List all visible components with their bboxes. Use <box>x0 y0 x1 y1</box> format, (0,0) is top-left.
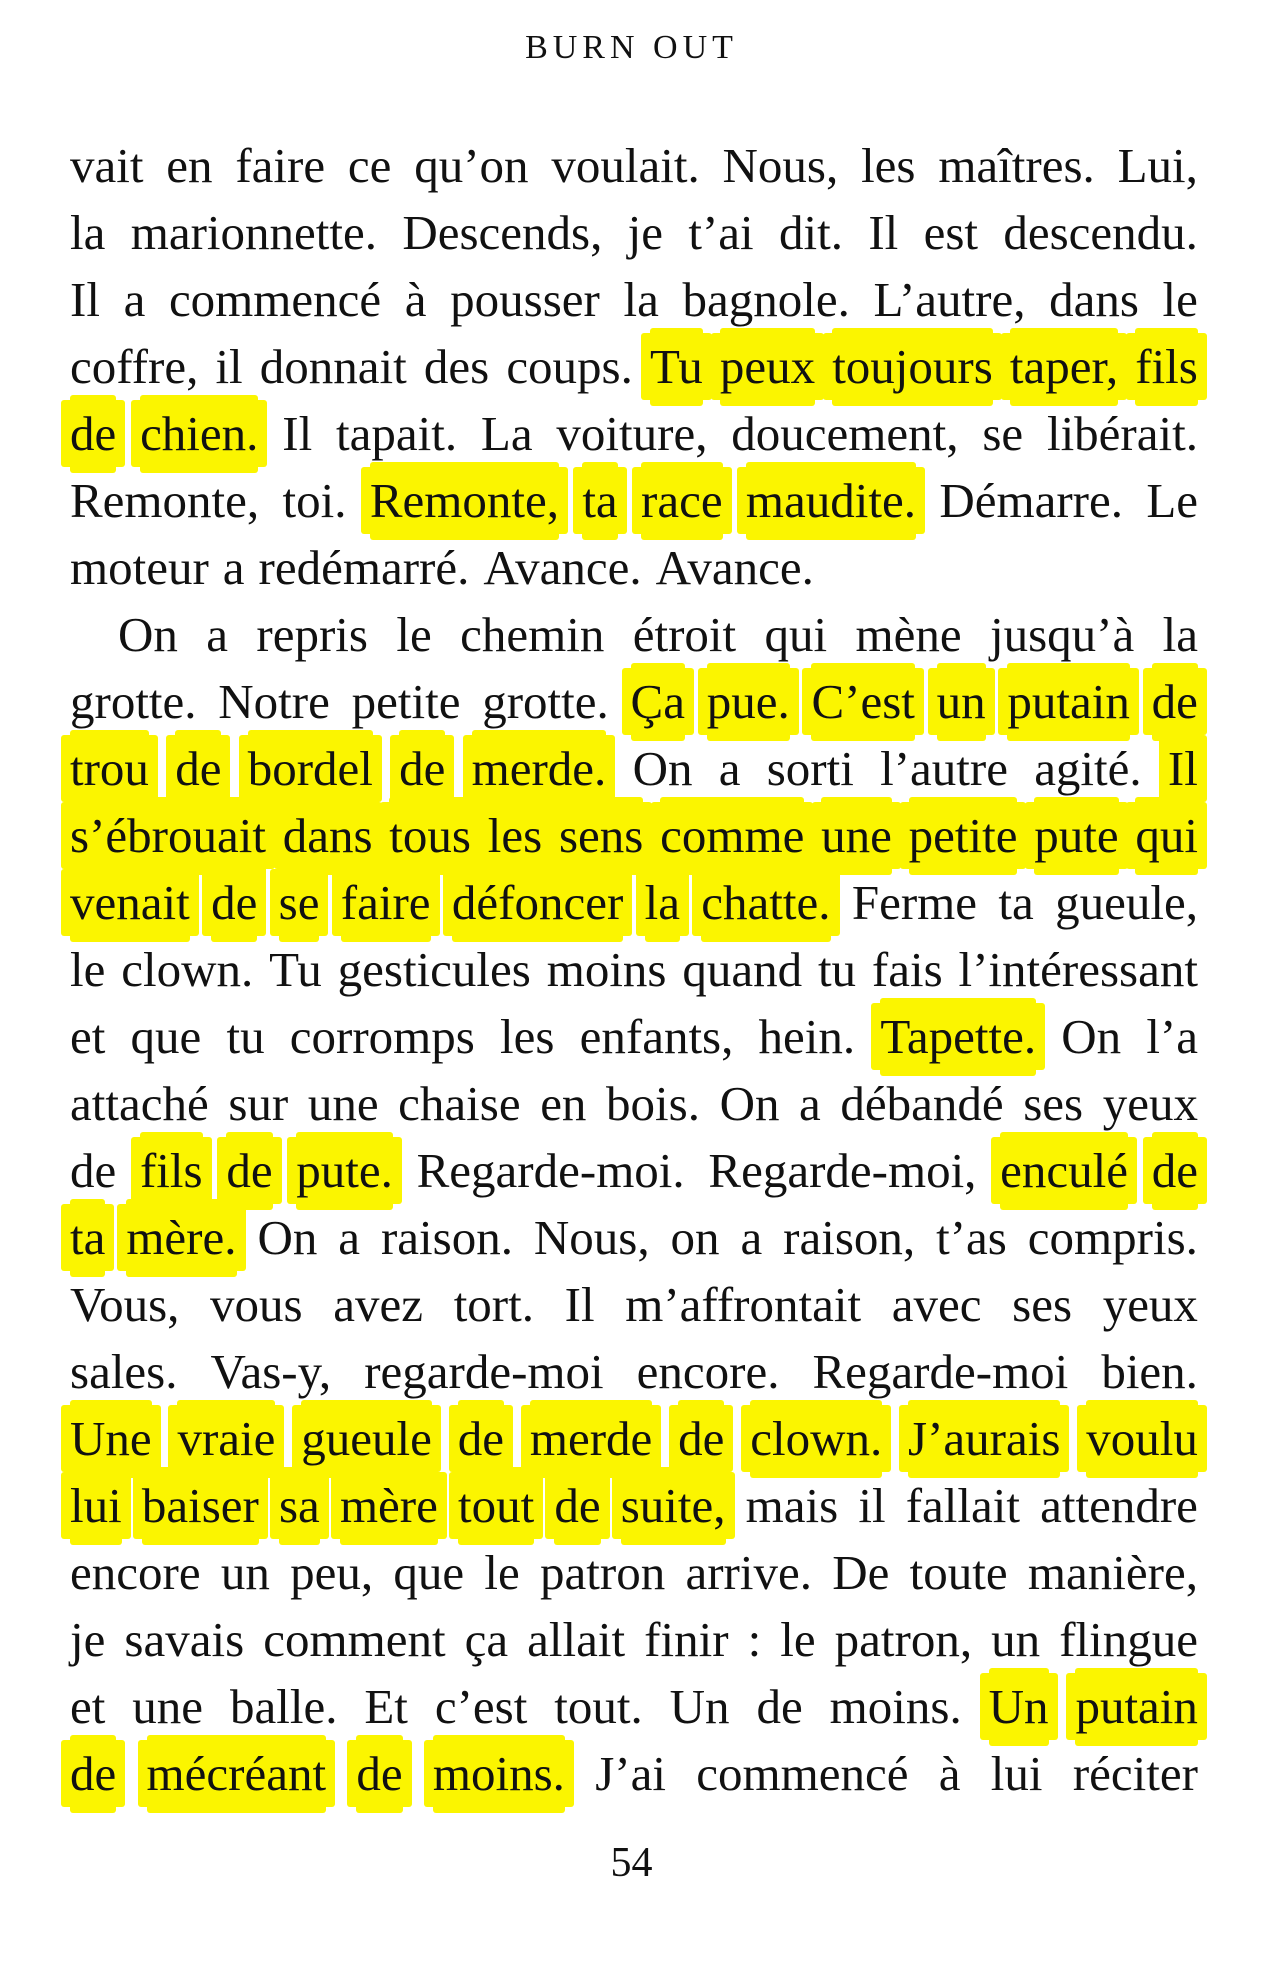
highlighted-word: de <box>175 735 221 802</box>
word: les <box>500 1009 555 1064</box>
highlighted-word: moins. <box>433 1740 565 1807</box>
word: toute <box>909 1545 1008 1600</box>
word: patron <box>540 1545 666 1600</box>
word: que <box>130 1009 202 1064</box>
word: un <box>991 1612 1041 1667</box>
word: Il <box>564 1277 595 1332</box>
page-number: 54 <box>610 1840 653 1886</box>
word: On <box>257 1210 318 1265</box>
word: sur <box>228 1076 289 1131</box>
highlighted-word: défoncer <box>452 869 623 936</box>
highlighted-word: tous <box>389 802 471 869</box>
word: attaché <box>70 1076 209 1131</box>
word: moteur <box>70 540 209 595</box>
word: grotte. <box>70 674 197 729</box>
highlighted-word: une <box>821 802 892 869</box>
text-line <box>70 1472 1198 1539</box>
word: lui <box>990 1746 1043 1801</box>
highlighted-word: voulu <box>1086 1405 1198 1472</box>
word: On <box>719 1076 780 1131</box>
word: grotte. <box>482 674 609 729</box>
highlighted-word: qui <box>1135 802 1198 869</box>
word: La <box>480 406 533 461</box>
word: à <box>938 1746 961 1801</box>
highlighted-word: de <box>458 1405 504 1472</box>
word: manière, <box>1027 1545 1198 1600</box>
word: donnait <box>259 339 407 394</box>
highlighted-word: de <box>226 1137 272 1204</box>
word: pousser <box>450 272 600 327</box>
word: On <box>1061 1009 1122 1064</box>
highlighted-word: vraie <box>177 1405 275 1472</box>
text-line <box>70 534 1198 601</box>
word: tu <box>226 1009 265 1064</box>
text-line <box>70 936 1198 1003</box>
highlighted-word: mère <box>340 1472 438 1539</box>
highlighted-word: pute. <box>296 1137 393 1204</box>
highlighted-word: pute <box>1034 802 1118 869</box>
word: se <box>982 406 1024 461</box>
word: le <box>1162 272 1198 327</box>
highlighted-word: fils <box>140 1137 203 1204</box>
text-line <box>70 467 1198 534</box>
word: fais <box>871 942 943 997</box>
word: finir <box>644 1612 729 1667</box>
word: Démarre. <box>939 473 1123 528</box>
text-line <box>70 802 1198 869</box>
word: faire <box>235 138 326 193</box>
highlighted-word: baiser <box>142 1472 259 1539</box>
text-line <box>70 266 1198 333</box>
text-line <box>70 1740 1198 1807</box>
word: un <box>220 1545 270 1600</box>
word: qui <box>764 607 828 662</box>
word: l’intéressant <box>958 942 1198 997</box>
running-head: BURN OUT <box>525 29 738 66</box>
text-line <box>70 1204 1198 1271</box>
word: tort. <box>453 1277 534 1332</box>
word: est <box>923 205 979 260</box>
word: Un <box>669 1679 730 1734</box>
word: compris. <box>1027 1210 1198 1265</box>
highlighted-word: mère. <box>126 1204 236 1271</box>
text-line <box>70 400 1198 467</box>
text-line <box>70 1405 1198 1472</box>
text-line <box>70 333 1198 400</box>
word: qu’on <box>414 138 529 193</box>
highlighted-word: ta <box>70 1204 105 1271</box>
word: commencé <box>168 272 382 327</box>
word: Le <box>1146 473 1198 528</box>
word: ça <box>464 1612 509 1667</box>
word: coups. <box>506 339 633 394</box>
highlighted-word: clown. <box>750 1405 882 1472</box>
highlighted-word: de <box>356 1740 402 1807</box>
highlighted-word: Ça <box>631 668 685 735</box>
word: raison, <box>783 1210 916 1265</box>
text-line <box>70 132 1198 199</box>
highlighted-word: de <box>211 869 257 936</box>
word: Vas-y, <box>210 1344 332 1399</box>
word: Regarde-moi <box>812 1344 1069 1399</box>
word: c’est <box>434 1679 528 1734</box>
word: Il <box>282 406 313 461</box>
word: a <box>222 540 245 595</box>
highlighted-word: de <box>678 1405 724 1472</box>
word: bien. <box>1101 1344 1198 1399</box>
word: tu <box>817 942 857 997</box>
highlighted-word: race <box>641 467 723 534</box>
word: allait <box>527 1612 626 1667</box>
highlighted-word: pue. <box>707 668 790 735</box>
word: en <box>166 138 213 193</box>
highlighted-word: putain <box>1075 1673 1197 1740</box>
highlighted-word: Un <box>989 1673 1049 1740</box>
word: commencé <box>696 1746 909 1801</box>
text-line <box>70 199 1198 266</box>
highlighted-word: la <box>645 869 680 936</box>
word: des <box>423 339 490 394</box>
word: ta <box>998 875 1034 930</box>
highlighted-word: tout <box>458 1472 534 1539</box>
highlighted-word: de <box>1152 668 1198 735</box>
word: chemin <box>460 607 605 662</box>
word: débandé <box>840 1076 1004 1131</box>
word: J’ai <box>595 1746 666 1801</box>
highlighted-word: un <box>937 668 986 735</box>
word: la <box>623 272 659 327</box>
highlighted-word: dans <box>283 802 373 869</box>
word: raison. <box>380 1210 513 1265</box>
highlighted-word: fils <box>1135 333 1198 400</box>
word: enfants, <box>579 1009 734 1064</box>
word: l’a <box>1146 1009 1198 1064</box>
word: Il <box>70 272 100 327</box>
word: quand <box>682 942 803 997</box>
word: ses <box>1012 1277 1073 1332</box>
word: hein. <box>758 1009 856 1064</box>
word: Regarde-moi, <box>708 1143 977 1198</box>
word: De <box>832 1545 890 1600</box>
word: encore. <box>636 1344 780 1399</box>
highlighted-word: se <box>279 869 320 936</box>
highlighted-word: chatte. <box>701 869 830 936</box>
text-line <box>70 1673 1198 1740</box>
word: comment <box>263 1612 446 1667</box>
word: une <box>307 1076 379 1131</box>
word: agité. <box>1034 741 1142 796</box>
word: m’affrontait <box>625 1277 862 1332</box>
word: toi. <box>282 473 347 528</box>
word: en <box>540 1076 587 1131</box>
text-line <box>70 668 1198 735</box>
highlighted-word: de <box>554 1472 600 1539</box>
text-line <box>70 1137 1198 1204</box>
word: il <box>215 339 243 394</box>
word: bagnole. <box>682 272 850 327</box>
word: l’autre <box>880 741 1008 796</box>
text-line <box>70 1539 1198 1606</box>
word: yeux <box>1102 1277 1198 1332</box>
word: il <box>858 1478 886 1533</box>
word: flingue <box>1059 1612 1198 1667</box>
highlighted-word: Tu <box>650 333 703 400</box>
highlighted-word: faire <box>341 869 431 936</box>
word: voulait. <box>551 138 700 193</box>
highlighted-word: bordel <box>248 735 373 802</box>
word: marionnette. <box>130 205 377 260</box>
word: a <box>206 607 229 662</box>
word: gueule, <box>1055 875 1198 930</box>
word: voiture, <box>556 406 708 461</box>
word: Avance. <box>483 540 642 595</box>
word: t’as <box>936 1210 1007 1265</box>
text-line <box>70 869 1198 936</box>
highlighted-word: taper, <box>1010 333 1118 400</box>
word: peu, <box>290 1545 374 1600</box>
word: Lui, <box>1117 138 1198 193</box>
highlighted-word: Il <box>1168 735 1198 802</box>
word: descendu. <box>1003 205 1198 260</box>
word: à <box>404 272 427 327</box>
word: Tu <box>269 942 322 997</box>
word: petite <box>351 674 461 729</box>
word: tapait. <box>336 406 458 461</box>
word: sales. <box>70 1344 178 1399</box>
word: réciter <box>1072 1746 1198 1801</box>
word: maîtres. <box>938 138 1095 193</box>
word: ses <box>1023 1076 1084 1131</box>
word: les <box>861 138 916 193</box>
word: la <box>70 205 106 260</box>
highlighted-word: de <box>70 1740 116 1807</box>
word: bois. <box>606 1076 700 1131</box>
highlighted-word: toujours <box>832 333 993 400</box>
highlighted-word: de <box>70 400 116 467</box>
word: sorti <box>766 741 854 796</box>
highlighted-word: chien. <box>140 400 258 467</box>
word: que <box>393 1545 465 1600</box>
word: ce <box>347 138 392 193</box>
word: vait <box>70 138 144 193</box>
word: L’autre, <box>873 272 1026 327</box>
highlighted-word: trou <box>70 735 149 802</box>
word: attendre <box>1040 1478 1198 1533</box>
word: une <box>132 1679 204 1734</box>
word: moins. <box>829 1679 962 1734</box>
highlighted-word: merde <box>530 1405 652 1472</box>
word: le <box>484 1545 520 1600</box>
word: chaise <box>398 1076 521 1131</box>
word: Avance. <box>655 540 814 595</box>
text-line <box>70 1003 1198 1070</box>
highlighted-word: suite, <box>621 1472 726 1539</box>
highlighted-word: venait <box>70 869 190 936</box>
highlighted-word: de <box>399 735 445 802</box>
word: moins <box>546 942 667 997</box>
text-line <box>70 1070 1198 1137</box>
word: le <box>396 607 432 662</box>
body-text <box>70 132 1198 1807</box>
word: Nous, <box>533 1210 650 1265</box>
word: a <box>740 1210 763 1265</box>
word: je <box>627 205 664 260</box>
word: dans <box>1049 272 1139 327</box>
highlighted-word: peux <box>720 333 815 400</box>
word: yeux <box>1102 1076 1198 1131</box>
highlighted-word: s’ébrouait <box>70 802 266 869</box>
text-line <box>70 1338 1198 1405</box>
highlighted-word: comme <box>660 802 804 869</box>
word: On <box>118 607 178 662</box>
highlighted-word: merde. <box>472 735 607 802</box>
word: jusqu’à <box>990 607 1135 662</box>
highlighted-word: sa <box>279 1472 320 1539</box>
word: la <box>1162 607 1198 662</box>
highlighted-word: sens <box>559 802 643 869</box>
highlighted-word: putain <box>1007 668 1129 735</box>
highlighted-word: petite <box>909 802 1018 869</box>
word: le <box>70 942 106 997</box>
word: doucement, <box>731 406 959 461</box>
highlighted-word: maudite. <box>746 467 916 534</box>
word: a <box>338 1210 361 1265</box>
word: de <box>756 1679 803 1734</box>
word: mais <box>745 1478 839 1533</box>
word: mène <box>855 607 962 662</box>
highlighted-word: C’est <box>811 668 914 735</box>
highlighted-word: J’aurais <box>908 1405 1060 1472</box>
word: t’ai <box>688 205 754 260</box>
word: corromps <box>289 1009 475 1064</box>
word: On <box>632 741 693 796</box>
word: patron, <box>834 1612 973 1667</box>
word: coffre, <box>70 339 199 394</box>
word: vous <box>210 1277 303 1332</box>
word: Il <box>868 205 899 260</box>
highlighted-word: gueule <box>301 1405 432 1472</box>
word: dit. <box>779 205 843 260</box>
word: encore <box>70 1545 201 1600</box>
word: étroit <box>632 607 737 662</box>
highlighted-word: lui <box>70 1472 122 1539</box>
word: tout. <box>554 1679 643 1734</box>
text-line <box>70 1606 1198 1673</box>
word: Nous, <box>722 138 839 193</box>
word: redémarré. <box>258 540 470 595</box>
word: a <box>123 272 146 327</box>
word: arrive. <box>685 1545 812 1600</box>
word: fallait <box>905 1478 1020 1533</box>
word: je <box>70 1612 106 1667</box>
highlighted-word: mécréant <box>147 1740 327 1807</box>
word: Vous, <box>70 1277 180 1332</box>
word: et <box>70 1009 106 1064</box>
word: avez <box>333 1277 424 1332</box>
word: le <box>780 1612 816 1667</box>
word: on <box>670 1210 720 1265</box>
word: a <box>799 1076 821 1131</box>
word: Ferme <box>851 875 978 930</box>
word: libérait. <box>1046 406 1198 461</box>
word: clown. <box>121 942 254 997</box>
word: Remonte, <box>70 473 260 528</box>
text-line <box>70 1271 1198 1338</box>
text-line <box>70 735 1198 802</box>
word: avec <box>891 1277 982 1332</box>
highlighted-word: Remonte, <box>370 467 559 534</box>
word: repris <box>256 607 368 662</box>
text-line <box>70 601 1198 668</box>
word: et <box>70 1679 106 1734</box>
word: Regarde-moi. <box>416 1143 685 1198</box>
word: a <box>718 741 741 796</box>
highlighted-word: Une <box>70 1405 152 1472</box>
highlighted-word: les <box>488 802 542 869</box>
word: Descends, <box>402 205 603 260</box>
word: savais <box>124 1612 245 1667</box>
word: Notre <box>218 674 330 729</box>
highlighted-word: Tapette. <box>880 1003 1036 1070</box>
highlighted-word: enculé <box>1000 1137 1128 1204</box>
word: Et <box>364 1679 408 1734</box>
word: regarde-moi <box>364 1344 604 1399</box>
word: gesticules <box>337 942 531 997</box>
word: de <box>70 1143 117 1198</box>
word: balle. <box>229 1679 338 1734</box>
highlighted-word: ta <box>582 467 617 534</box>
word: : <box>747 1612 762 1667</box>
highlighted-word: de <box>1152 1137 1198 1204</box>
